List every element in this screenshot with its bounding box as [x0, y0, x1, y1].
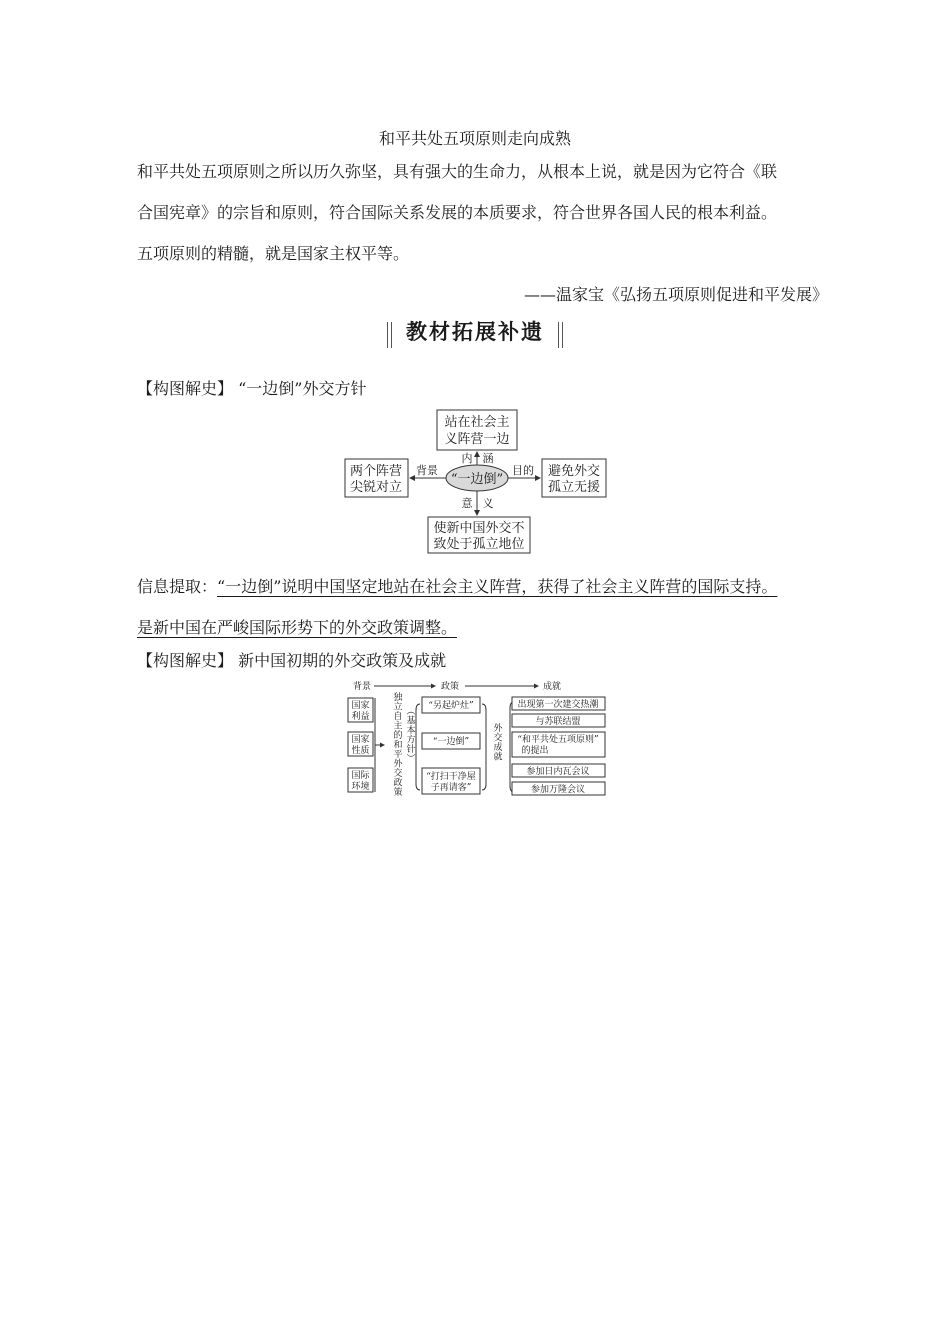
label-background: 背景 [416, 464, 438, 477]
yibiandao-diagram [330, 405, 620, 555]
policy-vertical: 独立自主的和平外交政策 [393, 693, 403, 798]
basic-label: ︵基本方针︶ [406, 707, 416, 765]
achievement-text: 与苏联结盟 [535, 717, 581, 727]
bg-box-line: 国际 [351, 771, 370, 781]
quote-paragraph [137, 151, 827, 274]
label-nei: 内 [461, 452, 473, 465]
policy-bracket-right [482, 704, 486, 790]
achievement-text: “和平共处五项原则” [517, 735, 599, 745]
policy-diagram [340, 676, 612, 804]
achieve-label: 外交成就 [493, 724, 503, 763]
top-box-line: 站在社会主 [444, 415, 510, 430]
quote-line: 合国宪章》的宗旨和原则，符合国际关系发展的本质要求，符合世界各国人民的根本利益。 [137, 203, 778, 222]
quote-title: 和平共处五项原则走向成熟 [378, 129, 571, 148]
quote-line: 和平共处五项原则之所以历久弥坚，具有强大的生命力，从根本上说，就是因为它符合《联 [137, 162, 778, 181]
header-achievement: 成就 [542, 682, 562, 692]
header-policy: 政策 [440, 682, 460, 692]
bg-box-line: 国家 [351, 735, 370, 745]
quote-source: ——温家宝《弘扬五项原则促进和平发展》 [523, 285, 828, 304]
banner-left-bar [387, 322, 392, 348]
achievement-text: 参加日内瓦会议 [526, 767, 590, 777]
policy-bracket [416, 704, 420, 790]
label-yi2: 义 [482, 497, 494, 510]
section1-heading: 【构图解史】 “一边倒”外交方针 [137, 379, 367, 398]
header-background: 背景 [352, 682, 372, 692]
bg-box-line: 国家 [351, 701, 370, 711]
banner-title: 教材拓展补遗 [406, 320, 544, 344]
center-label: “一边倒” [450, 472, 504, 487]
section2-heading: 【构图解史】 新中国初期的外交政策及成就 [137, 651, 447, 670]
label-yi: 意 [461, 497, 473, 510]
achievement-text: 的提出 [521, 746, 549, 756]
label-han: 涵 [482, 452, 494, 465]
banner-right-bar [558, 322, 563, 348]
section-banner [0, 314, 950, 348]
policy-text: “另起炉灶” [428, 701, 474, 711]
left-box-line: 尖锐对立 [349, 480, 403, 495]
policy-text: “一边倒” [432, 737, 470, 747]
bottom-box-line: 使新中国外交不 [433, 521, 525, 536]
info-extract [137, 566, 837, 648]
bg-box-line: 环境 [351, 782, 370, 792]
policy-text: “打扫干净屋 [426, 772, 476, 782]
left-box-line: 两个阵营 [349, 464, 403, 479]
right-box-line: 避免外交 [547, 464, 601, 479]
quote-line: 五项原则的精髓，就是国家主权平等。 [137, 244, 410, 263]
policy-text: 子再请客” [430, 783, 472, 793]
right-box-line: 孤立无援 [547, 480, 601, 495]
info-line2: 是新中国在严峻国际形势下的外交政策调整。 [137, 618, 458, 637]
bg-box-line: 性质 [351, 746, 370, 756]
achievement-text: 参加万隆会议 [530, 785, 586, 795]
label-purpose: 目的 [512, 464, 534, 477]
bg-box-line: 利益 [351, 712, 370, 722]
achievement-text: 出现第一次建交热潮 [517, 700, 599, 710]
top-box-line: 义阵营一边 [444, 432, 510, 447]
info-line1: “一边倒”说明中国坚定地站在社会主义阵营，获得了社会主义阵营的国际支持。 [217, 577, 778, 596]
info-prefix: 信息提取： [137, 577, 218, 596]
bottom-box-line: 致处于孤立地位 [433, 537, 525, 552]
